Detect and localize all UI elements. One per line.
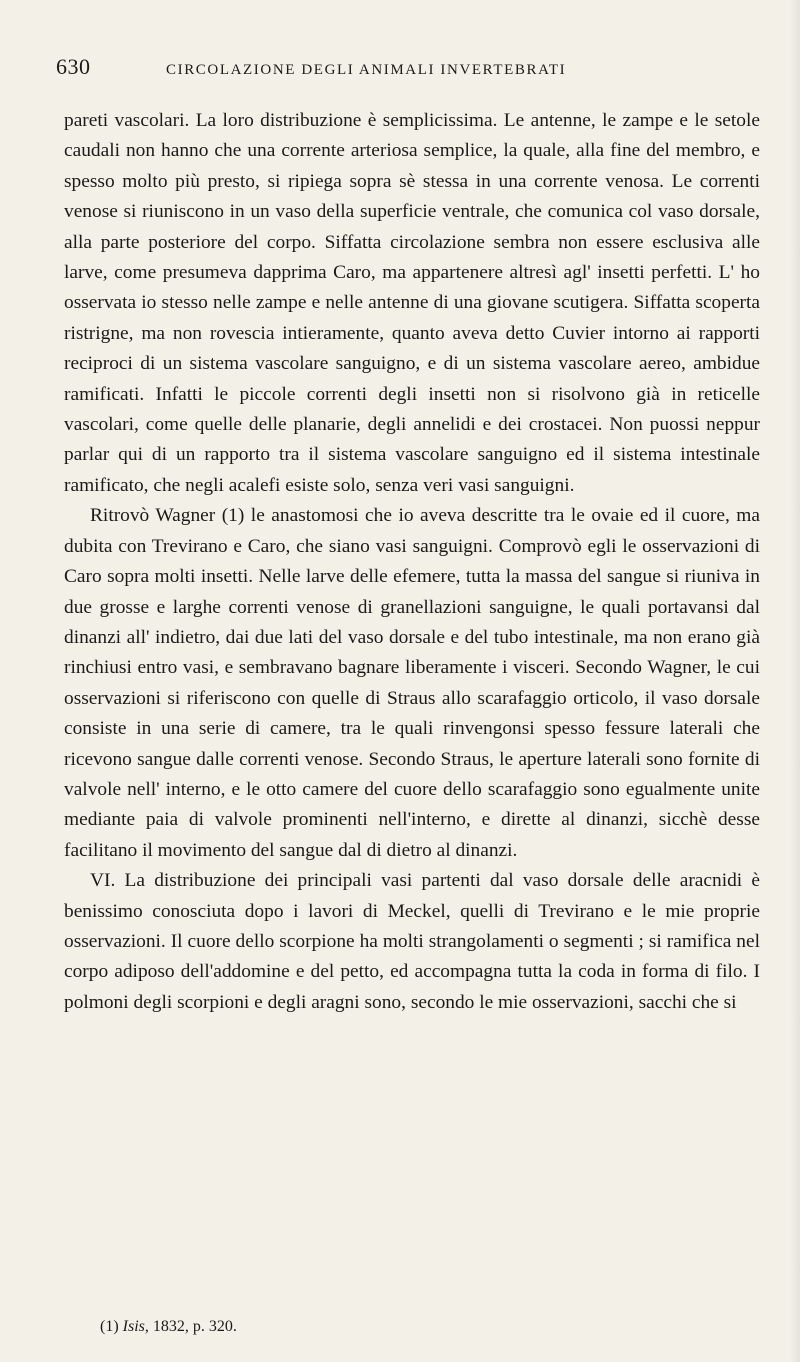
footnote-source: Isis	[122, 1318, 145, 1335]
page-edge-shadow	[790, 0, 800, 1362]
footnote	[100, 1318, 237, 1336]
footnote-marker: (1)	[100, 1318, 119, 1335]
running-head	[56, 54, 760, 90]
paragraph-arachnids: VI. La distribuzione dei principali vasi partenti dal vaso dorsale delle aracnidi è benissimo conosciuta dopo i lavori di Meckel, quelli di Treviranо e le mie proprie osservazioni. Il cuore dello scorpione ha molti strangolamenti o segmenti ; si ramifica nel corpo adiposo dell'addomine e del petto, ed accompagna tutta la coda in forma di filo. I polmoni degli scorpioni e degli aragni sono, secondo le mie osservazioni, sacchi che si	[64, 870, 760, 1013]
footnote-citation: , 1832, p. 320.	[144, 1318, 237, 1335]
paragraph-continuation: pareti vascolari. La loro distribuzione è semplicissima. Le antenne, le zampe e le setole caudali non hanno che una corrente arteriosa semplice, la quale, alla fine del membro, e spesso molto più presto, si ripiega sopra sè stessa in una corrente venosa. Le correnti venose si riuniscono in un vaso della superficie ventrale, che comunica col vaso dorsale, alla parte posteriore del corpo. Siffatta circolazione sembra non essere esclusiva alle larve, come presumeva dapprima Caro, ma appartenere altresì agl' insetti perfetti. L' ho osservata io stesso nelle zampe e nelle antenne di una giovane scutigera. Siffatta scoperta ristrigne, ma non rovescia intieramente, quanto aveva detto Cuvier intorno ai rapporti reciproci di un sistema vascolare sanguigno, e di un sistema vascolare aereo, ambidue ramificati. Infatti le piccole correnti degli insetti non si risolvono già in reticelle vascolari, come quelle delle planarie, degli annelidi e dei crostacei. Non puossi neppur parlar qui di un rapporto tra il sistema vascolare sanguigno ed il sistema intestinale ramificato, che negli acalefi esiste solo, senza veri vasi sanguigni.	[64, 110, 760, 496]
page-number: 630	[56, 54, 91, 79]
running-title: CIRCOLAZIONE DEGLI ANIMALI INVERTEBRATI	[166, 62, 567, 78]
body-text	[64, 106, 760, 1018]
paragraph-wagner: Ritrovò Wagner (1) le anastomosi che io aveva descritte tra le ovaie ed il cuore, ma dubita con Treviranо e Caro, che siano vasi sanguigni. Comprovò egli le osservazioni di Caro sopra molti insetti. Nelle larve delle efemere, tutta la massa del sangue si riuniva in due grosse e larghe correnti venose di granellazioni sanguigne, le quali portavansi dal dinanzi all' indietro, dai due lati del vaso dorsale e del tubo intestinale, ma non erano già rinchiusi entro vasi, e sembravano bagnare liberamente i visceri. Secondo Wagner, le cui osservazioni si riferiscono con quelle di Straus allo scarafaggio orticolo, il vaso dorsale consiste in una serie di camere, tra le quali rinvengonsi spesso fessure laterali che ricevono sangue dalle correnti venose. Secondo Straus, le aperture laterali sono fornite di valvole nell' interno, e le otto camere del cuore dello scarafaggio sono egualmente unite mediante paia di valvole prominenti nell'interno, e dirette al dinanzi, sicchè desse facilitano il movimento del sangue dal di dietro al dinanzi.	[64, 505, 760, 861]
